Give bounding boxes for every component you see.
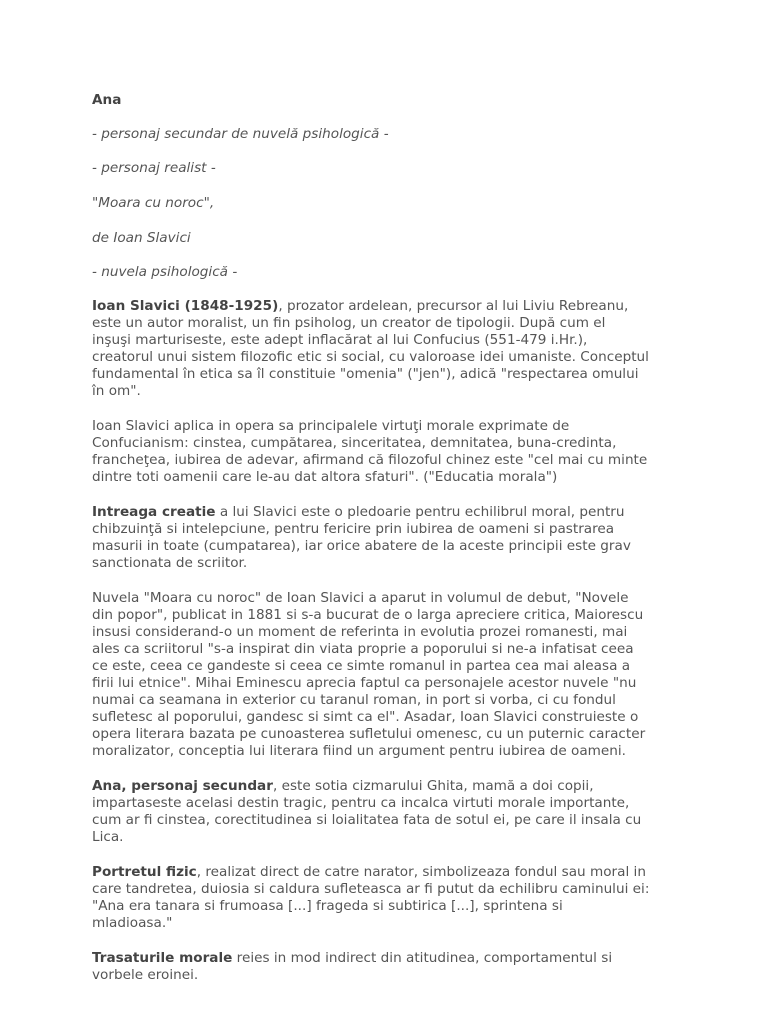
paragraph-line: sufletesc al poporului, gandesc si simt ca el". Asadar, Ioan Slavici construieste o — [92, 709, 639, 725]
paragraph-line: impartaseste acelasi destin tragic, pentru ca incalca virtuti morale importante, — [92, 795, 630, 811]
paragraph-line: insusi considerand-o un moment de referinta in evolutia prozei romanesti, mai — [92, 624, 628, 640]
subtitle-line: - nuvela psihologică - — [92, 264, 238, 280]
paragraph-line: care tandretea, duiosia si caldura sufleteasca ar fi putut da echilibru caminului ei: — [92, 881, 650, 897]
paragraph-lead: Ioan Slavici (1848-1925) — [92, 298, 279, 314]
subtitle-line: de Ioan Slavici — [92, 230, 191, 246]
paragraph-line: Ioan Slavici (1848-1925), prozator ardelean, precursor al lui Liviu Rebreanu, — [92, 298, 629, 314]
subtitle-line: "Moara cu noroc", — [92, 195, 215, 211]
document-title: Ana — [92, 92, 122, 108]
paragraph-lead: Portretul fizic — [92, 864, 197, 880]
paragraph-line: Portretul fizic, realizat direct de catre narator, simbolizeaza fondul sau moral in — [92, 864, 646, 880]
paragraph-line: "Ana era tanara si frumoasa [...] frageda si subtirica [...], sprintena si — [92, 898, 563, 914]
paragraph-line: numai ca seamana in exterior cu taranul roman, in port si vorba, ci cu fondul — [92, 692, 616, 708]
paragraph-line: Ana, personaj secundar, este sotia cizmarului Ghita, mamă a doi copii, — [92, 778, 594, 794]
subtitle-line: - personaj realist - — [92, 160, 216, 176]
paragraph-line: moralizator, conceptia lui literara fiind un argument pentru iubirea de oameni. — [92, 743, 626, 759]
paragraph-line: ales ca scriitorul "s-a inspirat din viata proprie a poporului si ne-a infatisat ceea — [92, 641, 634, 657]
paragraph-line: creatorul unui sistem filozofic etic si social, cu valoroase idei umaniste. Conceptul — [92, 349, 649, 365]
paragraph-line: cum ar fi cinstea, corectitudinea si loialitatea fata de sotul ei, pe care il insala cu — [92, 812, 642, 828]
paragraph-line: Lica. — [92, 829, 124, 845]
paragraph-line: vorbele eroinei. — [92, 967, 199, 983]
paragraph-line: Nuvela "Moara cu noroc" de Ioan Slavici a aparut in volumul de debut, "Novele — [92, 590, 629, 606]
subtitle-line: - personaj secundar de nuvelă psihologică - — [92, 126, 389, 142]
paragraph-line: mladioasa." — [92, 915, 173, 931]
paragraph-line: Trasaturile morale reies in mod indirect din atitudinea, comportamentul si — [92, 950, 613, 966]
paragraph-lead: Intreaga creatie — [92, 504, 216, 520]
paragraph-line: masurii in toate (cumpatarea), iar orice abatere de la aceste principii este grav — [92, 538, 631, 554]
paragraph-lead: Trasaturile morale — [92, 950, 233, 966]
paragraph-line: Ioan Slavici aplica in opera sa principalele virtuţi morale exprimate de — [92, 418, 570, 434]
paragraph-line: din popor", publicat in 1881 si s-a bucurat de o larga apreciere critica, Maiorescu — [92, 607, 644, 623]
paragraph-line: chibzuinţă si intelepciune, pentru fericire prin iubirea de oameni si pastrarea — [92, 521, 615, 537]
paragraph-line: Intreaga creatie a lui Slavici este o pledoarie pentru echilibrul moral, pentru — [92, 504, 625, 520]
paragraph-line: ce este, ceea ce gandeste si ceea ce simte romanul in partea cea mai aleasa a — [92, 658, 631, 674]
paragraph-line: în om". — [92, 383, 141, 399]
paragraph-line: este un autor moralist, un fin psiholog, un creator de tipologii. După cum el — [92, 315, 606, 331]
paragraph-lead: Ana, personaj secundar — [92, 778, 273, 794]
paragraph-line: firii lui etnice". Mihai Eminescu aprecia faptul ca personajele acestor nuvele "nu — [92, 675, 637, 691]
paragraph-line: Confucianism: cinstea, cumpătarea, sinceritatea, demnitatea, buna-credinta, — [92, 435, 617, 451]
paragraph-line: dintre toti oamenii care le-au dat altora sfaturi". ("Educatia morala") — [92, 469, 558, 485]
paragraph-line: inşuşi marturiseste, este adept inflacărat al lui Confucius (551-479 i.Hr.), — [92, 332, 588, 348]
paragraph-line: francheţea, iubirea de adevar, afirmand că filozoful chinez este "cel mai cu minte — [92, 452, 648, 468]
paragraph-line: opera literara bazata pe cunoasterea sufletului omenesc, cu un puternic caracter — [92, 726, 646, 742]
paragraph-line: fundamental în etica sa îl constituie "omenia" ("jen"), adică "respectarea omului — [92, 366, 639, 382]
paragraph-line: sanctionata de scriitor. — [92, 555, 248, 571]
